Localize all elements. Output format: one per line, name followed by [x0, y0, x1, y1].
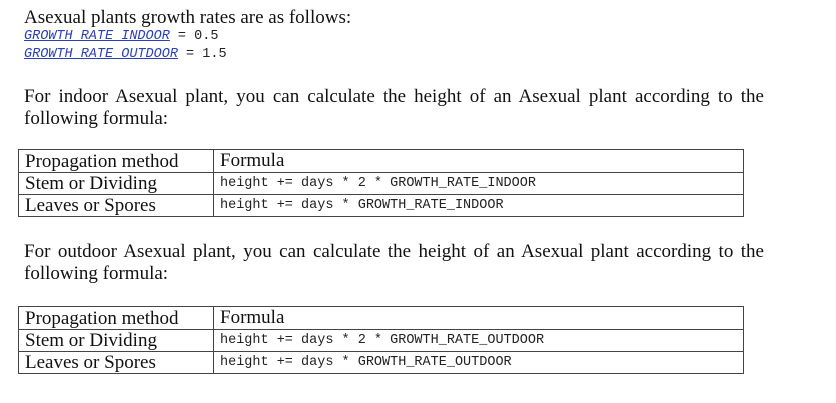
method-cell: Stem or Dividing: [19, 173, 214, 195]
constant-name: GROWTH_RATE_OUTDOOR: [24, 47, 178, 62]
formula-cell: height += days * GROWTH_RATE_INDOOR: [214, 195, 744, 217]
formula-cell: height += days * GROWTH_RATE_OUTDOOR: [214, 352, 744, 374]
constant-value: = 0.5: [169, 29, 219, 44]
indoor-formula-table: [18, 149, 744, 217]
constant-line-indoor: [24, 28, 227, 46]
constant-line-outdoor: [24, 46, 227, 64]
column-header-method: Propagation method: [19, 150, 214, 173]
column-header-formula: Formula: [214, 307, 744, 330]
indoor-paragraph: For indoor Asexual plant, you can calculate the height of an Asexual plant according to the following formula:: [24, 86, 764, 129]
method-cell: Leaves or Spores: [19, 352, 214, 374]
table-row: [19, 352, 744, 374]
table-row: [19, 173, 744, 195]
column-header-formula: Formula: [214, 150, 744, 173]
table-header-row: [19, 307, 744, 330]
constant-name: GROWTH_RATE_INDOOR: [24, 29, 170, 44]
table-row: [19, 195, 744, 217]
column-header-method: Propagation method: [19, 307, 214, 330]
method-cell: Stem or Dividing: [19, 330, 214, 352]
outdoor-formula-table: [18, 306, 744, 374]
formula-cell: height += days * 2 * GROWTH_RATE_OUTDOOR: [214, 330, 744, 352]
constant-value: = 1.5: [177, 47, 227, 62]
method-cell: Leaves or Spores: [19, 195, 214, 217]
table-header-row: [19, 150, 744, 173]
intro-text: Asexual plants growth rates are as follows:: [24, 7, 352, 28]
table-row: [19, 330, 744, 352]
constants-block: [24, 28, 227, 64]
outdoor-paragraph: For outdoor Asexual plant, you can calculate the height of an Asexual plant according to the following formula:: [24, 241, 764, 284]
formula-cell: height += days * 2 * GROWTH_RATE_INDOOR: [214, 173, 744, 195]
